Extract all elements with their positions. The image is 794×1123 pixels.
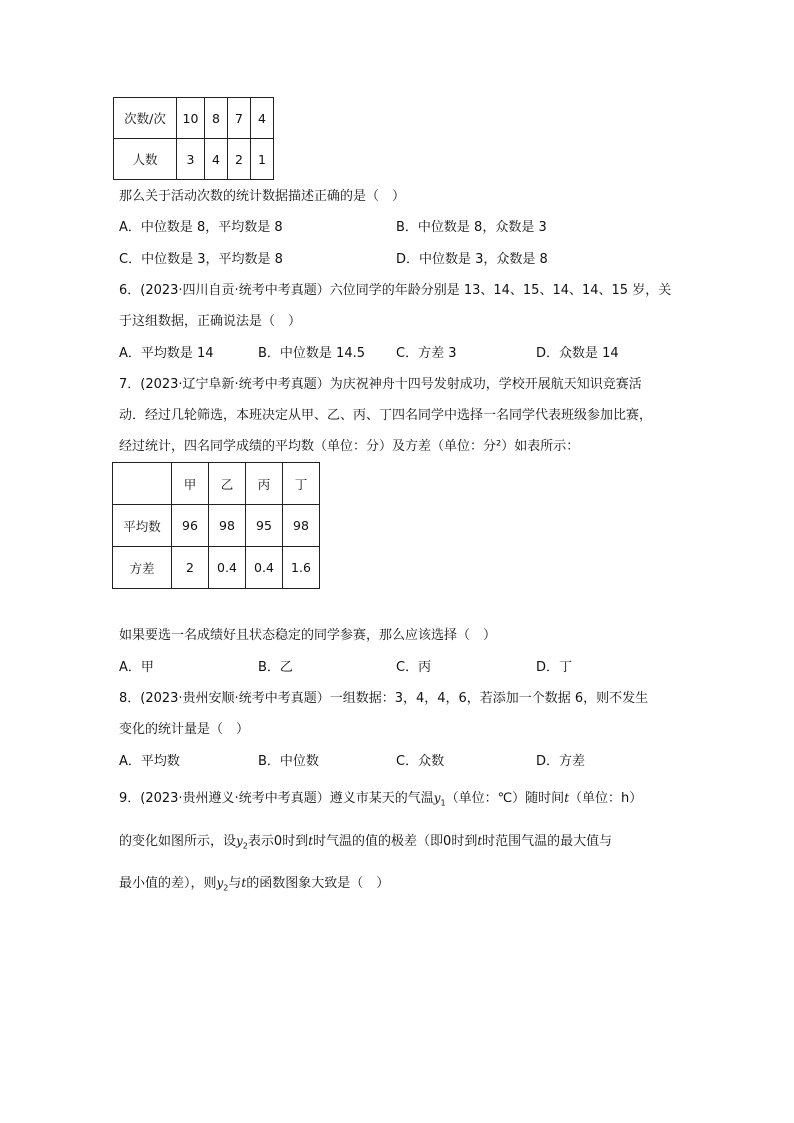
table-cell: 2	[172, 547, 209, 589]
q9-text: 时范围气温的最大值与	[482, 834, 613, 849]
sub-2: 2	[223, 883, 229, 893]
q5-option-c: C．中位数是 3，平均数是 8	[119, 252, 283, 267]
q9-line3	[119, 874, 389, 898]
table-header-cell: 8	[205, 98, 228, 139]
q9-line1	[119, 789, 642, 813]
table-header-cell: 丙	[246, 463, 283, 505]
q5-stem: 那么关于活动次数的统计数据描述正确的是（ ）	[119, 189, 406, 204]
q7-option-c: C．丙	[396, 660, 432, 675]
table-cell: 2	[228, 139, 251, 180]
table-cell: 98	[283, 505, 320, 547]
table-cell: 平均数	[113, 505, 172, 547]
var-t: t	[241, 876, 247, 890]
q9-text: 9．(2023·贵州遵义·统考中考真题）遵义市某天的气温	[119, 791, 434, 806]
table-cell: 1	[251, 139, 274, 180]
q8-option-b: B．中位数	[258, 754, 319, 769]
table-header-cell: 次数/次	[114, 98, 177, 139]
q8-option-d: D．方差	[536, 754, 586, 769]
q9-text: 与	[228, 876, 242, 891]
table-cell: 3	[177, 139, 205, 180]
table-cell: 96	[172, 505, 209, 547]
q9-text: 时气温的值的极差（即	[313, 834, 444, 849]
table-header-cell: 乙	[209, 463, 246, 505]
q6-line2: 于这组数据，正确说法是（ ）	[119, 314, 302, 329]
table-cell: 0.4	[246, 547, 283, 589]
q9-text: 时到	[282, 834, 309, 849]
table-cell: 方差	[113, 547, 172, 589]
q5-option-b: B．中位数是 8，众数是 3	[396, 220, 547, 235]
num-zero: 0	[443, 834, 452, 849]
q9-text: （单位：℃）随时间	[445, 791, 565, 806]
q9-text: （单位：h）	[569, 791, 643, 806]
var-y: y	[433, 791, 441, 805]
num-zero: 0	[273, 834, 283, 849]
table-row	[114, 139, 274, 180]
q9-text: 表示	[247, 834, 274, 849]
table-cell: 98	[209, 505, 246, 547]
q5-option-a: A．中位数是 8，平均数是 8	[119, 220, 283, 235]
q9-text: 最小值的差），则	[119, 876, 217, 891]
q7-line2: 动．经过几轮筛选，本班决定从甲、乙、丙、丁四名同学中选择一名同学代表班级参加比赛，	[119, 408, 653, 423]
q8-line1: 8．(2023·贵州安顺·统考中考真题）一组数据：3，4，4，6，若添加一个数据 6，则不发生	[119, 691, 649, 706]
table-cell: 95	[246, 505, 283, 547]
table-row	[113, 463, 320, 505]
q7-option-a: A．甲	[119, 660, 154, 675]
var-t: t	[564, 791, 570, 805]
var-t: t	[308, 834, 314, 848]
table-row	[113, 505, 320, 547]
table-header-cell: 丁	[283, 463, 320, 505]
table-cell: 人数	[114, 139, 177, 180]
table-cell: 4	[205, 139, 228, 180]
q7-option-b: B．乙	[258, 660, 293, 675]
q8-option-c: C．众数	[396, 754, 445, 769]
q7-stem: 如果要选一名成绩好且状态稳定的同学参赛，那么应该选择（ ）	[119, 628, 497, 643]
table-cell: 0.4	[209, 547, 246, 589]
table-cell: 1.6	[283, 547, 320, 589]
q7-line1: 7．(2023·辽宁阜新·统考中考真题）为庆祝神舟十四号发射成功，学校开展航天知识竞赛活	[119, 377, 642, 392]
count-table	[113, 97, 274, 180]
table-row	[113, 547, 320, 589]
var-y: y	[236, 834, 243, 848]
q9-line2	[119, 832, 612, 856]
q6-option-b: B．中位数是 14.5	[258, 346, 365, 361]
q6-option-a: A．平均数是 14	[119, 346, 214, 361]
q6-line1: 6．(2023·四川自贡·统考中考真题）六位同学的年龄分别是 13、14、15、14、14、15 岁，关	[119, 283, 672, 298]
q5-option-d: D．中位数是 3，众数是 8	[396, 252, 548, 267]
table-row	[114, 98, 274, 139]
table-header-cell	[113, 463, 172, 505]
sub-2: 2	[242, 841, 248, 851]
var-y: y	[216, 876, 224, 890]
sub-1: 1	[440, 798, 446, 808]
var-t: t	[477, 834, 483, 848]
q7-line3: 经过统计，四名同学成绩的平均数（单位：分）及方差（单位：分²）如表所示：	[119, 439, 580, 454]
q8-line2: 变化的统计量是（ ）	[119, 722, 250, 737]
q7-option-d: D．丁	[536, 660, 573, 675]
table-header-cell: 10	[177, 98, 205, 139]
table-header-cell: 7	[228, 98, 251, 139]
table-header-cell: 4	[251, 98, 274, 139]
q6-option-c: C．方差 3	[396, 346, 457, 361]
q9-text: 的函数图象大致是（ ）	[246, 876, 390, 891]
q6-option-d: D．众数是 14	[536, 346, 619, 361]
q9-text: 时到	[451, 834, 478, 849]
table-header-cell: 甲	[172, 463, 209, 505]
score-table	[112, 462, 320, 589]
q8-option-a: A．平均数	[119, 754, 180, 769]
q9-text: 的变化如图所示，设	[119, 834, 237, 849]
